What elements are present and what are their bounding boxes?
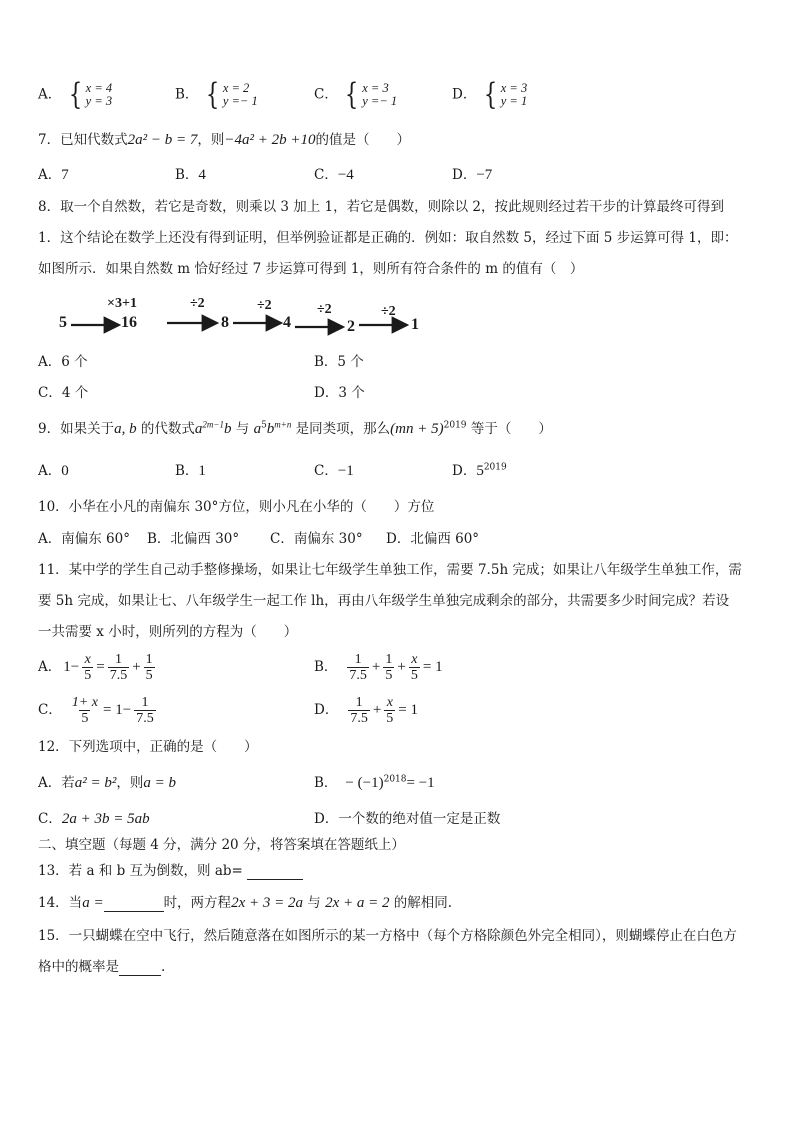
q12-option-b: B． − $(-1)^{2018}= -1$ [314,774,435,791]
flow-number: 2 [347,318,355,335]
q10-stem: 10．小华在小凡的南偏东 30°方位，则小凡在小华的（ ）方位 [38,499,435,515]
flow-operation-label: ×3+1 [107,296,137,311]
q14-stem: 14．当a = 时，两方程2x + 3 = 2a 与 2x + a = 2 的解相同. [38,895,453,911]
q8-option-b: B．5 个 [314,354,364,370]
q11-option-c: C． $\frac{1+ x}{5}$ = 1− $\frac{1}{7.5}$ [38,694,154,726]
flow-number: 8 [221,314,229,331]
flow-number: 1 [411,316,419,333]
q9-option-c: C．−1 [314,463,354,479]
q15-stem-line2: 格中的概率是 . [38,959,166,975]
q7-option-b: B．4 [175,167,206,183]
q15-stem-line1: 15．一只蝴蝶在空中飞行，然后随意落在如图所示的某一方格中（每个方格除颜色外完全相同），则蝴蝶停止在白色方 [38,928,737,944]
q8-stem-line3: 如图所示．如果自然数 m 恰好经过 7 步运算可得到 1，则所有符合条件的 m 的值有（ ） [38,261,584,277]
q10-option-b: B．北偏西 30° [147,531,240,547]
q11-option-d: D． $\frac{1}{7.5}$ + $\frac{x}{5}$ = 1 [314,694,419,726]
q8-option-c: C．4 个 [38,385,89,401]
q6-option-b: B． { x = 2 y =− 1 [175,77,258,112]
flow-number: 16 [121,314,137,331]
q11-stem-line1: 11．某中学的学生自己动手整修操场，如果让七年级学生单独工作，需要 7.5h 完成；如果让八年级学生单独工作，需 [38,562,742,578]
q10-option-d: D．北偏西 60° [386,531,480,547]
q7-stem: 7．已知代数式2a² − b = 7，则−4a² + 2b +10的值是（ ） [38,132,410,148]
q8-stem-line2: 1．这个结论在数学上还没有得到证明，但举例验证都是正确的．例如：取自然数 5，经过下面 5 步运算可得 1，即： [38,230,738,246]
q11-stem-line3: 一共需要 x 小时，则所列的方程为（ ） [38,624,298,640]
flow-number: 5 [59,314,67,331]
q12-stem: 12．下列选项中，正确的是（ ） [38,739,258,755]
q11-option-b: B． $\frac{1}{7.5}$ + $\frac{1}{5}$ + $\frac{x}{5}$ = 1 [314,651,443,683]
flow-operation-label: ÷2 [190,296,205,311]
q6-option-a: A． { x = 4 y = 3 [38,77,113,112]
q13-stem: 13．若 a 和 b 互为倒数，则 ab= [38,862,303,880]
flow-operation-label: ÷2 [381,304,396,319]
q9-option-a: A．0 [38,463,69,479]
q8-stem-line1: 8．取一个自然数，若它是奇数，则乘以 3 加上 1，若它是偶数，则除以 2，按此规则经过若干步的计算最终可得到 [38,199,725,215]
q6-option-d: D． { x = 3 y = 1 [452,77,528,112]
q11-stem-line2: 要 5h 完成，如果让七、八年级学生一起工作 lh，再由八年级学生单独完成剩余的部分，共需要多少时间完成？若设 [38,593,730,609]
q11-option-a: A． 1− $\frac{x}{5}$ = $\frac{1}{7.5}$ + $\frac{1}{5}$ [38,651,153,683]
flow-operation-label: ÷2 [317,302,332,317]
q12-option-d: D．一个数的绝对值一定是正数 [314,811,501,827]
q7-option-c: C．−4 [314,167,354,183]
q7-option-d: D．−7 [452,167,493,183]
flow-number: 4 [283,314,291,331]
q10-option-c: C．南偏东 30° [270,531,363,547]
q15-answer-blank[interactable] [119,960,161,976]
q8-option-a: A．6 个 [38,354,88,370]
q14-answer-blank[interactable] [104,896,164,912]
q12-option-c: C．2a + 3b = 5ab [38,811,150,827]
q9-option-d: D．$5^{2019}$ [452,462,507,479]
q6-option-c: C． { x = 3 y =− 1 [314,77,398,112]
q9-stem: 9．如果关于a, b 的代数式$a^{2m-1}b$ 与 $a^5b^{m+n}$ 是同类项，那么(mn + 5)$^{2019}$ 等于（ ） [38,419,552,437]
q9-option-b: B．1 [175,463,206,479]
q13-answer-blank[interactable] [247,864,303,880]
flow-operation-label: ÷2 [257,298,272,313]
q8-option-d: D．3 个 [314,385,365,401]
q7-option-a: A．7 [38,167,69,183]
q12-option-a: A．若a² = b²，则a = b [38,775,176,791]
section-heading-fill-in: 二、填空题（每题 4 分，满分 20 分，将答案填在答题纸上） [38,837,405,853]
q8-flow-diagram [55,293,435,339]
q10-option-a: A．南偏东 60° [38,531,130,547]
